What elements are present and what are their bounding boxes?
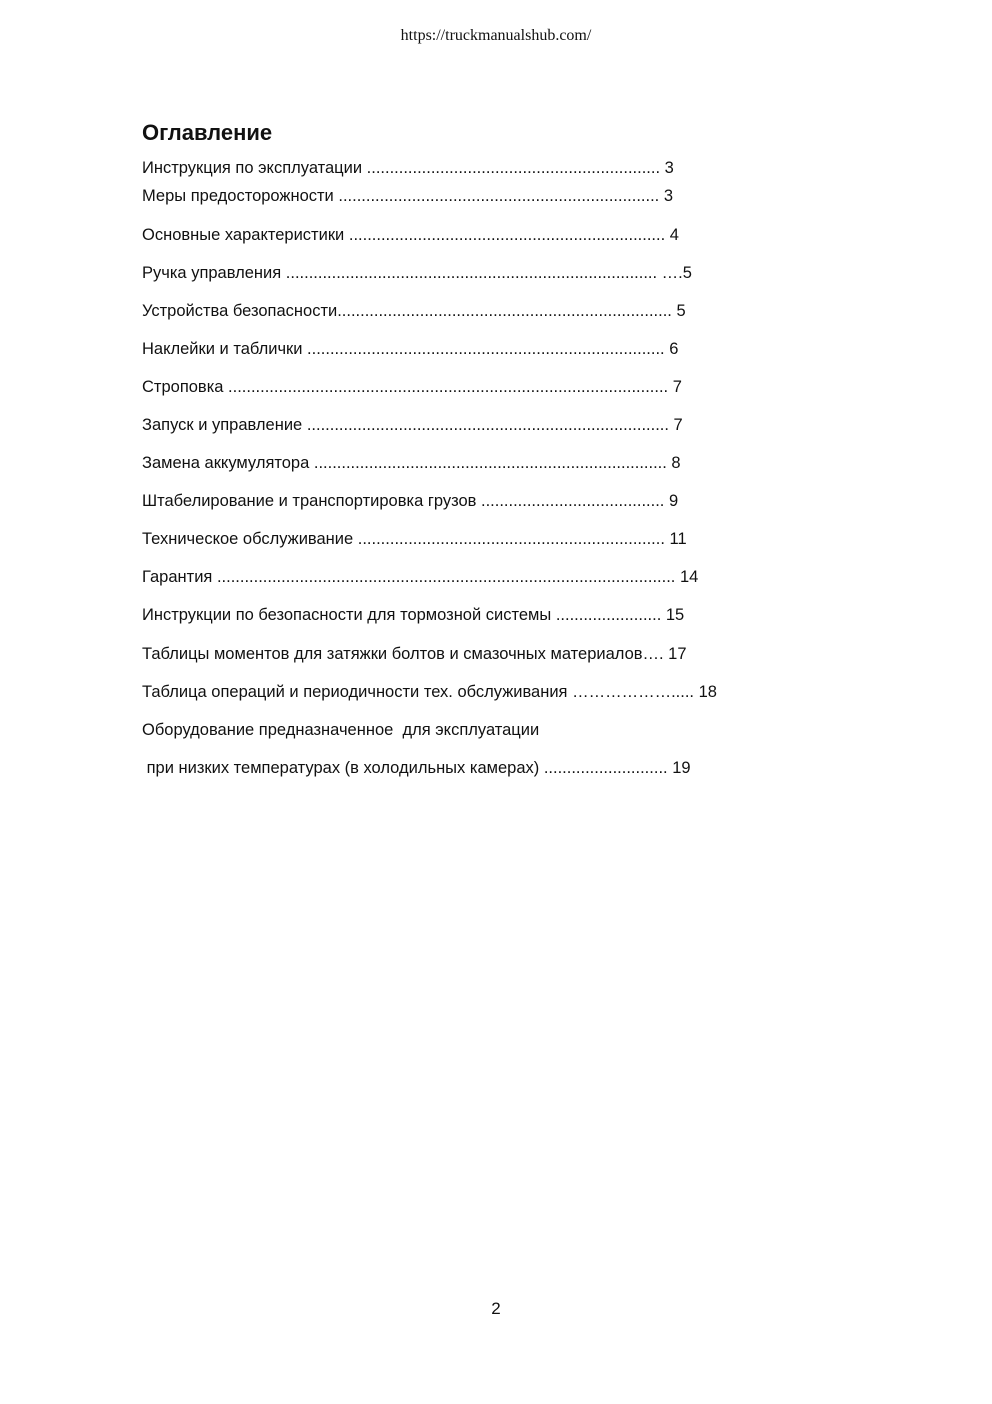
toc-entry: Таблицы моментов для затяжки болтов и смазочных материалов…. 17	[142, 645, 687, 663]
toc-entry: Замена аккумулятора ............................................................................. 8	[142, 454, 681, 472]
toc-entry: Запуск и управление ............................................................................... 7	[142, 416, 683, 434]
toc-entry: Устройства безопасности......................................................................... 5	[142, 302, 686, 320]
toc-entry: Штабелирование и транспортировка грузов ........................................ 9	[142, 492, 679, 510]
toc-entry: Инструкция по эксплуатации ................................................................ 3	[142, 159, 674, 177]
toc-entry: при низких температурах (в холодильных камерах) ........................... 19	[142, 759, 691, 777]
toc-entry: Техническое обслуживание ................................................................... 11	[142, 530, 687, 548]
toc-entry: Инструкции по безопасности для тормозной системы ....................... 15	[142, 606, 685, 624]
toc-entry: Ручка управления ................................................................................. ….5	[142, 264, 692, 282]
toc-entry: Строповка ................................................................................................ 7	[142, 378, 682, 396]
toc-entry: Оборудование предназначенное для эксплуатации	[142, 721, 540, 739]
toc-entry: Основные характеристики ..................................................................... 4	[142, 226, 679, 244]
toc-entry: Таблица операций и периодичности тех. обслуживания ………………..... 18	[142, 683, 717, 701]
header-url: https://truckmanualshub.com/	[400, 27, 592, 44]
page-number: 2	[491, 1299, 501, 1318]
toc-entry: Гарантия .................................................................................................... 14	[142, 568, 699, 586]
toc-entry: Наклейки и таблички .............................................................................. 6	[142, 340, 679, 358]
toc-title: Оглавление	[142, 120, 273, 145]
toc-entry: Меры предосторожности ...................................................................... 3	[142, 187, 674, 205]
